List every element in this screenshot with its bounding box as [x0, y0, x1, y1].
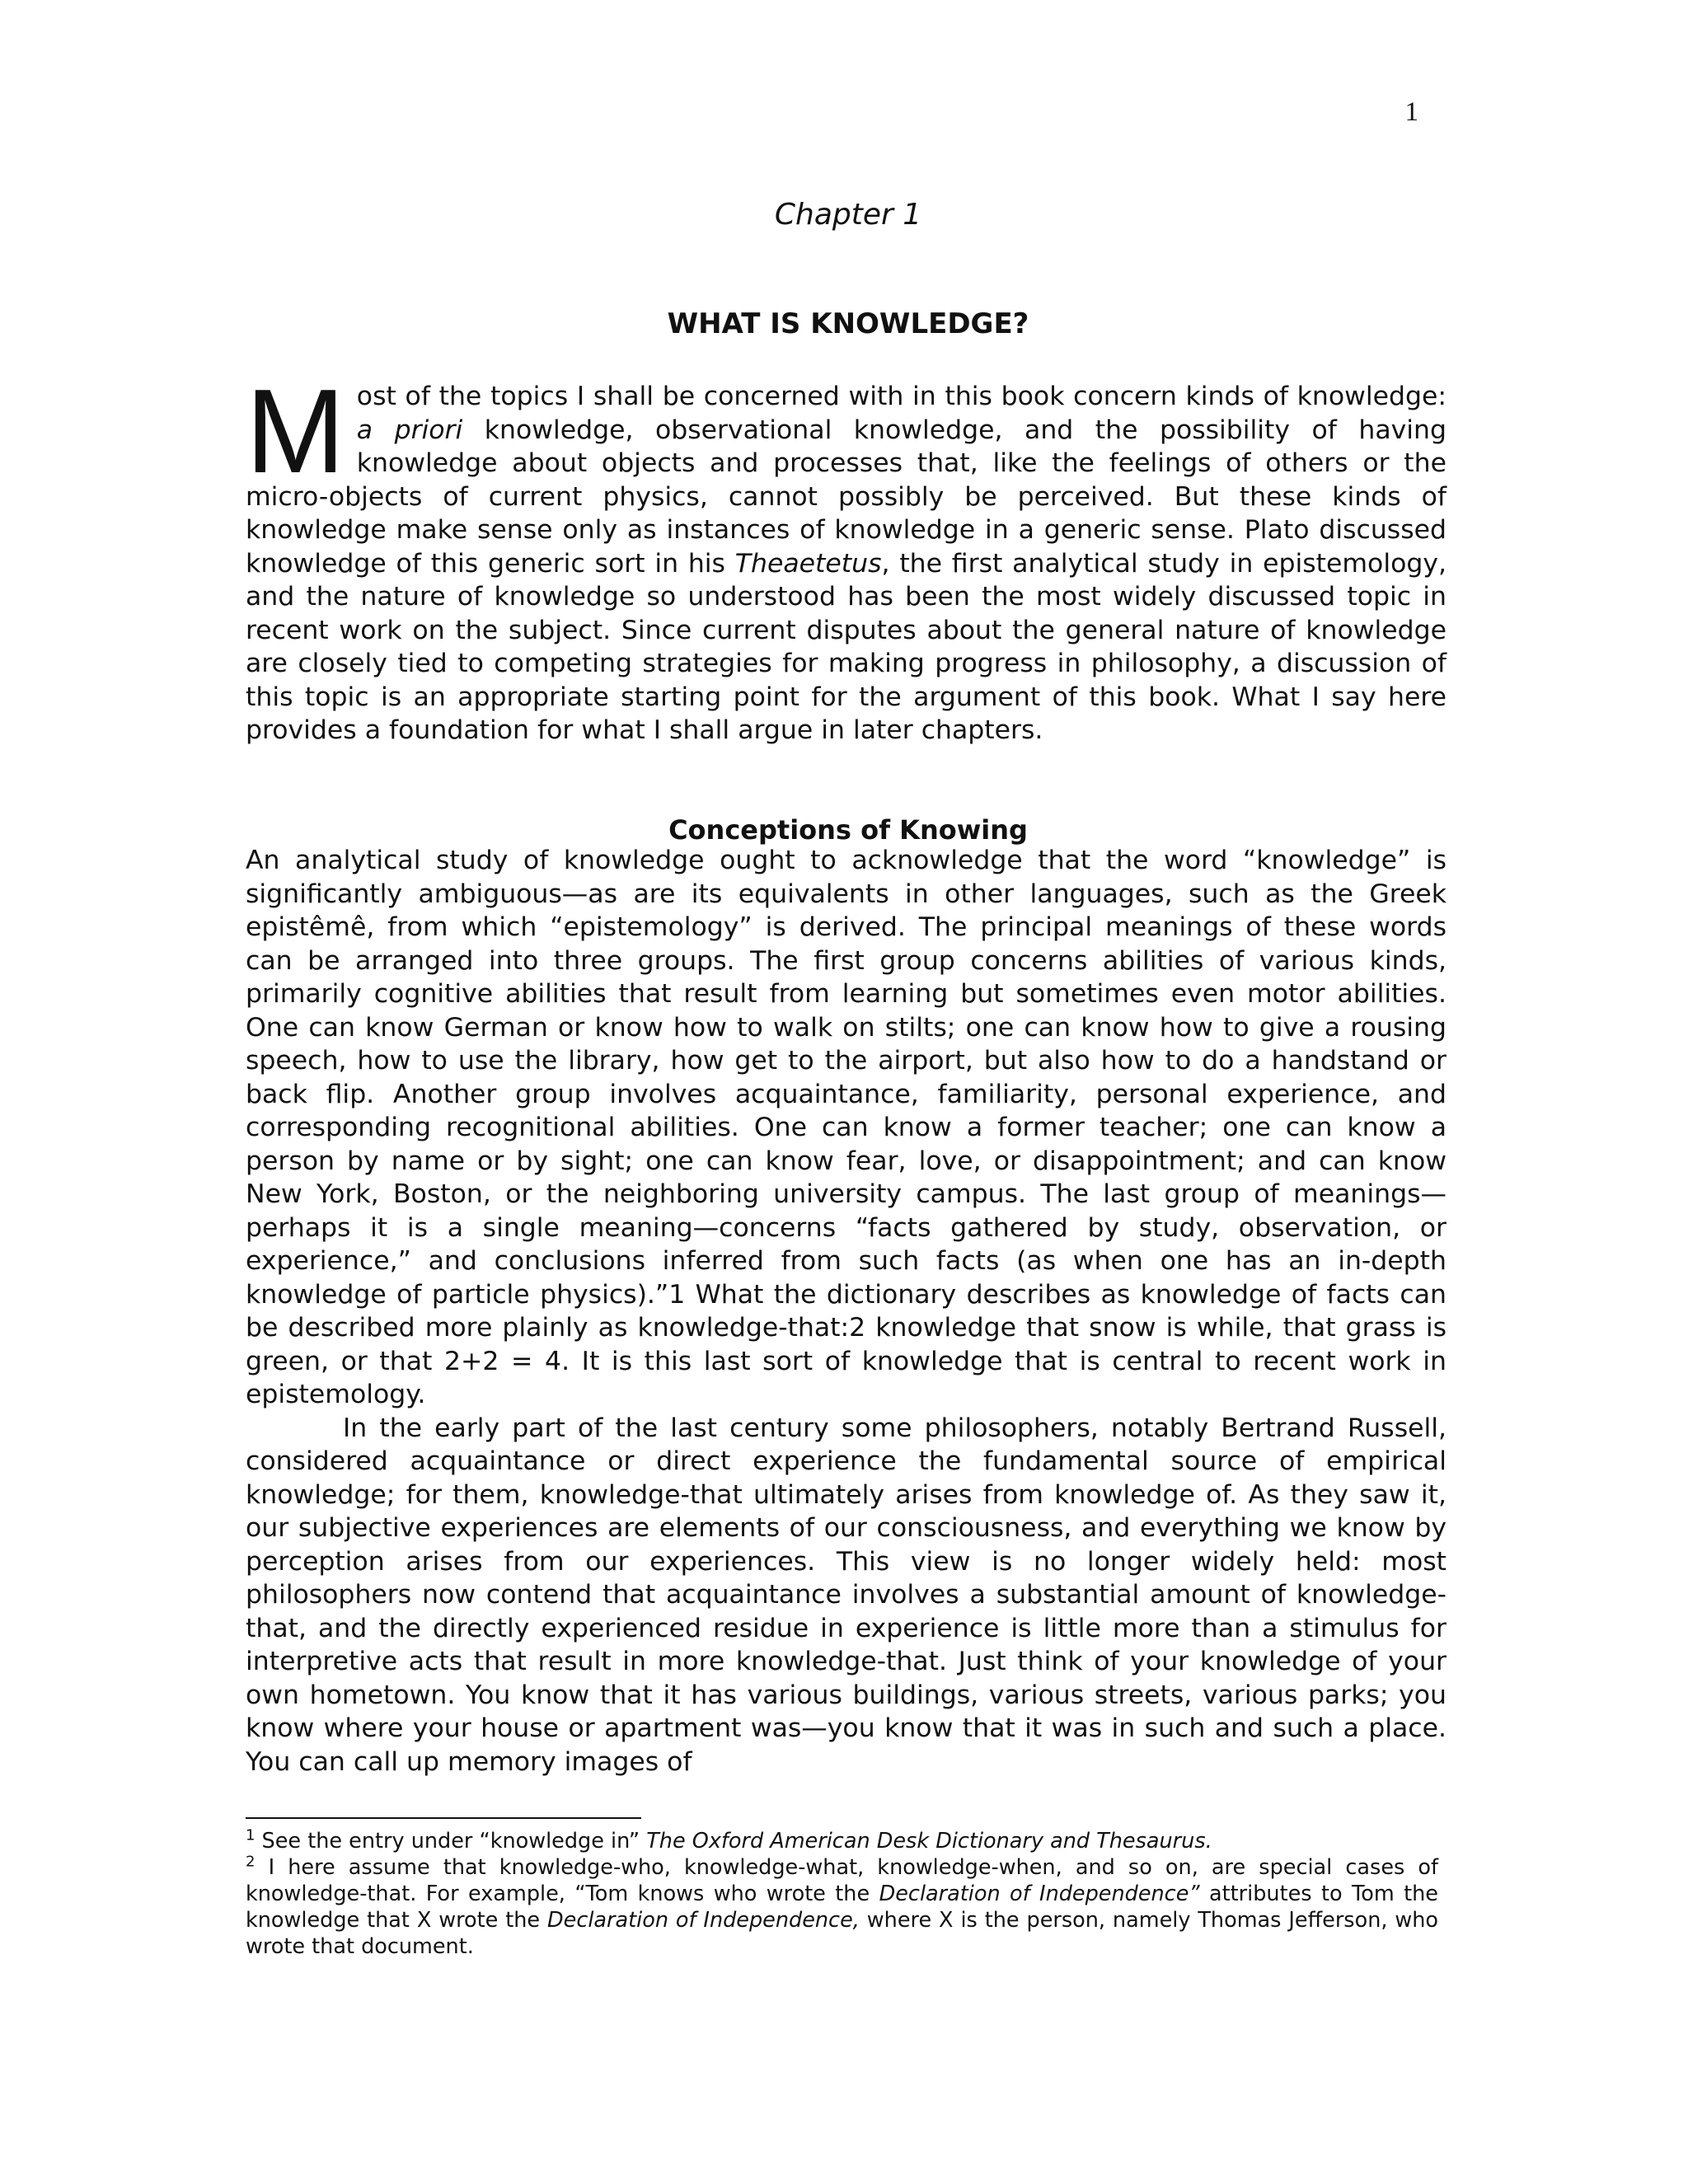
footnote-doc-title: Declaration of Independence”: [879, 1882, 1200, 1906]
intro-text: , the first analytical study in epistemology, and the nature of knowledge so understood has been the most widely discussed topic in recent work on the subject. Since current disputes about the general nature of knowledge are closely tied to competing strategies for making progress in philosophy, a discussion of this topic is an appropriate starting point for the argument of this book. What I say here provides a foundation for what I shall argue in later chapters.: [246, 548, 1447, 745]
footnote-marker: 2: [246, 1853, 256, 1871]
footnote-text: See the entry under “knowledge in”: [255, 1829, 647, 1854]
intro-text: knowledge, observational knowledge, and the possibility of having knowledge about objects and processes that, like the feelings of others or the micro-objects of current physics, cannot possibly be perceived. But these kinds of knowledge make sense only as instances of knowledge in a generic sense. Plato discussed knowledge of this generic sort in his: [246, 415, 1447, 579]
body-paragraph: In the early part of the last century some philosophers, notably Bertrand Russell, considered acquaintance or direct experience the fundamental source of empirical knowledge; for them, knowledge-that ultimately arises from knowledge of. As they saw it, our subjective experiences are elements of our consciousness, and everything we know by perception arises from our experiences. This view is no longer widely held: most philosophers now contend that acquaintance involves a substantial amount of knowledge-that, and the directly experienced residue in experience is little more than a stimulus for interpretive acts that result in more knowledge-that. Just think of your knowledge of your own hometown. You know that it has various buildings, various streets, various parks; you know where your house or apartment was—you know that it was in such and such a place. You can call up memory images of: [246, 1413, 1447, 1777]
intro-emphasis: a priori: [356, 415, 463, 445]
intro-book-title: Theaetetus: [734, 548, 882, 579]
section-heading: Conceptions of Knowing: [668, 814, 1028, 846]
footnotes: [246, 1828, 1438, 1960]
footnote-2: [246, 1854, 1438, 1960]
footnote-divider: [246, 1817, 641, 1819]
chapter-label: Chapter 1: [774, 198, 922, 232]
intro-text: ost of the topics I shall be concerned with in this book concern kinds of knowledge:: [356, 382, 1447, 411]
footnote-text: where X is the person, namely Thomas Jefferson, who wrote that document.: [246, 1908, 1439, 1959]
footnote-book-title: The Oxford American Desk Dictionary and Thesaurus.: [646, 1829, 1212, 1854]
section-body: [246, 844, 1447, 1779]
drop-cap: M: [246, 364, 345, 498]
body-paragraph: An analytical study of knowledge ought to acknowledge that the word “knowledge” is significantly ambiguous—as are its equivalents in other languages, such as the Greek epistêmê, from which “epistemology” is derived. The principal meanings of these words can be arranged into three groups. The first group concerns abilities of various kinds, primarily cognitive abilities that result from learning but sometimes even motor abilities. One can know German or know how to walk on stilts; one can know how to give a rousing speech, how to use the library, how get to the airport, but also how to do a handstand or back flip. Another group involves acquaintance, familiarity, personal experience, and corresponding recognitional abilities. One can know a former teacher; one can know a person by name or by sight; one can know fear, love, or disappointment; and can know New York, Boston, or the neighboring university campus. The last group of meanings—perhaps it is a single meaning—concerns “facts gathered by study, observation, or experience,” and conclusions inferred from such facts (as when one has an in-depth knowledge of particle physics).”1 What the dictionary describes as knowledge of facts can be described more plainly as knowledge-that:2 knowledge that snow is while, that grass is green, or that 2+2 = 4. It is this last sort of knowledge that is central to recent work in epistemology.: [246, 846, 1447, 1409]
footnote-doc-title: Declaration of Independence,: [547, 1908, 860, 1933]
footnote-text: I here assume that knowledge-who, knowledge-what, knowledge-when, and so on, are special cases of knowledge-that. For example, “Tom knows who wrote the: [246, 1855, 1438, 1906]
page-number: 1: [1404, 97, 1418, 127]
footnote-marker: 1: [246, 1826, 256, 1844]
chapter-title: WHAT IS KNOWLEDGE?: [667, 307, 1029, 340]
footnote-text: attributes to Tom the knowledge that X wrote the: [246, 1882, 1438, 1933]
footnote-1: [246, 1828, 1438, 1854]
intro-paragraph: [246, 364, 1447, 748]
